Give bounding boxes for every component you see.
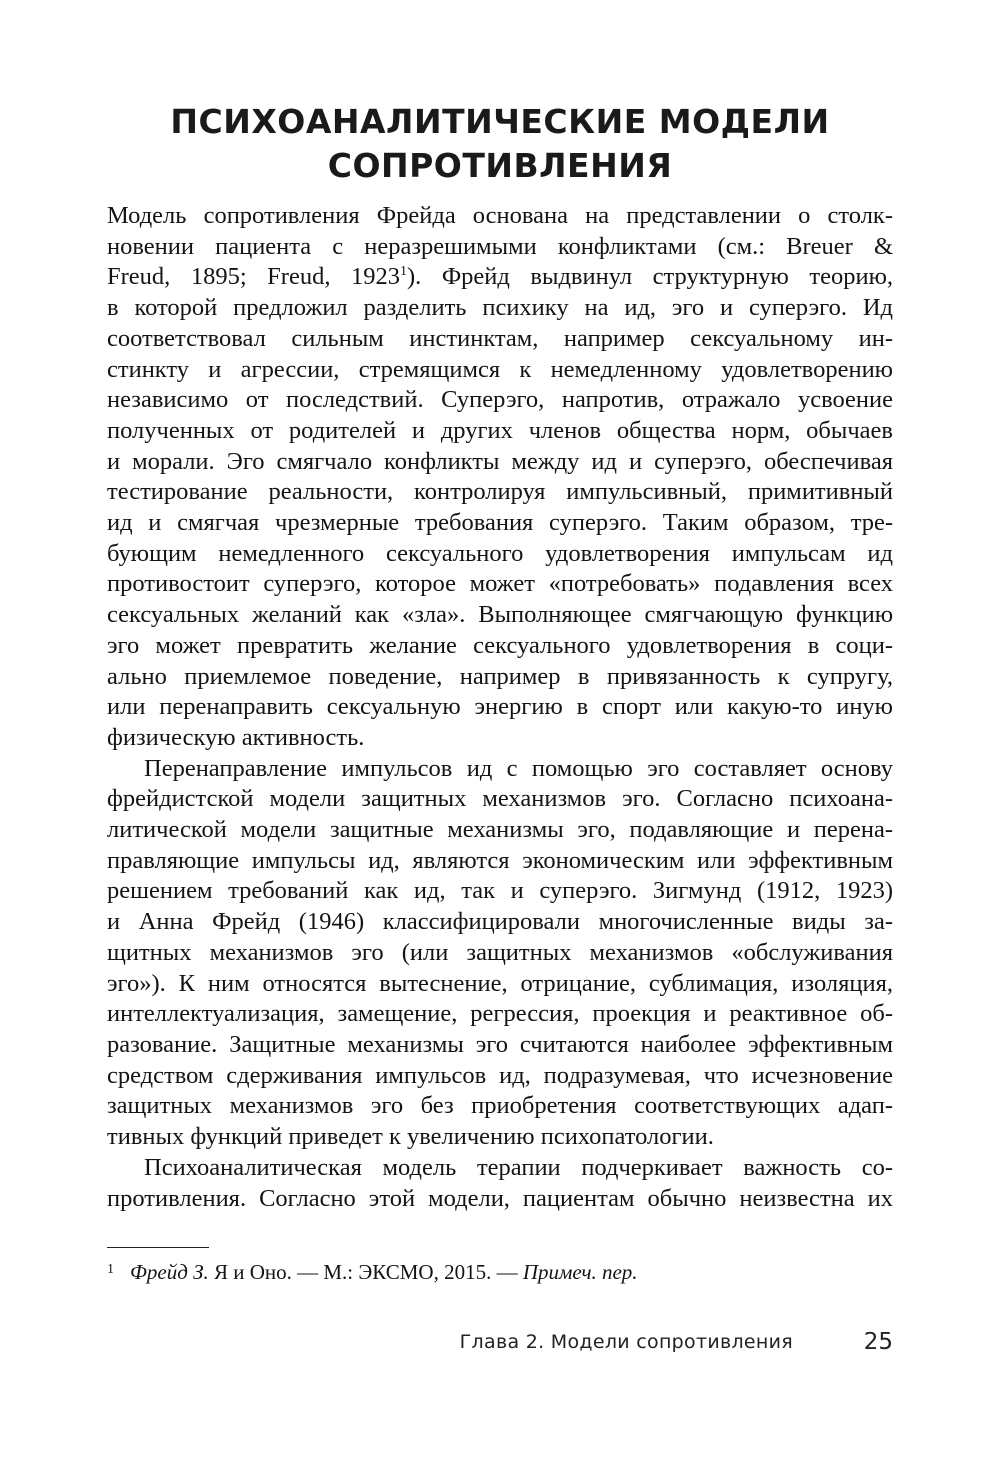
footnote bbox=[107, 1256, 893, 1286]
text-line: правляющие импульсы ид, являются экономическим или эффективным bbox=[107, 846, 893, 874]
text-line: новении пациента с неразрешимыми конфликтами (см.: Breuer & bbox=[107, 232, 893, 260]
running-footer bbox=[107, 1327, 893, 1357]
footnote-reference[interactable]: 1 bbox=[400, 264, 407, 280]
text-line: и Анна Фрейд (1946) классифицировали многочисленные виды за- bbox=[107, 908, 893, 936]
text-line: Модель сопротивления Фрейда основана на представлении о столк- bbox=[107, 202, 893, 229]
footnote-translator-note: Примеч. пер. bbox=[522, 1260, 638, 1284]
text-line: ально приемлемое поведение, например в привязанность к супругу, bbox=[107, 662, 893, 690]
text-line: противостоит суперэго, которое может «потребовать» подавления всех bbox=[107, 570, 893, 598]
text-line: интеллектуализация, замещение, регрессия, проекция и реактивное об- bbox=[107, 1000, 893, 1028]
text-line: соответствовал сильным инстинктам, например сексуальному ин- bbox=[107, 324, 893, 352]
text-line: Психоаналитическая модель терапии подчеркивает важность со- bbox=[144, 1153, 893, 1181]
text-line: бующим немедленного сексуального удовлетворения импульсам ид bbox=[107, 539, 893, 567]
text-line: эго может превратить желание сексуального удовлетворения в соци- bbox=[107, 631, 893, 659]
text-fragment: Freud, 1895; Freud, 1923 bbox=[107, 263, 400, 291]
footnote-mark: 1 bbox=[107, 1262, 114, 1277]
text-line: и морали. Эго смягчало конфликты между ид и суперэго, обеспечивая bbox=[107, 447, 893, 475]
text-fragment: ). Фрейд выдвинул структурную теорию, bbox=[407, 263, 893, 291]
text-line: эго»). К ним относятся вытеснение, отрицание, сублимация, изоляция, bbox=[107, 969, 893, 997]
paragraph-3 bbox=[107, 1153, 893, 1214]
text-line: ид и смягчая чрезмерные требования суперэго. Таким образом, тре- bbox=[107, 509, 893, 537]
text-line: сексуальных желаний как «зла». Выполняющее смягчающую функцию bbox=[107, 601, 893, 629]
text-line: разование. Защитные механизмы эго считаются наиболее эффективным bbox=[107, 1030, 893, 1058]
section-title-line-1: ПСИХОАНАЛИТИЧЕСКИЕ МОДЕЛИ bbox=[170, 102, 830, 141]
text-line: щитных механизмов эго (или защитных механизмов «обслуживания bbox=[107, 938, 893, 966]
text-line bbox=[107, 262, 893, 293]
text-line: тивных функций приведет к увеличению психопатологии. bbox=[107, 1123, 714, 1151]
footnote-text: Я и Оно. — М.: ЭКСМО, 2015. — bbox=[208, 1260, 523, 1284]
body-text bbox=[107, 201, 893, 1214]
footnote-author: Фрейд З. bbox=[130, 1260, 209, 1284]
text-line: решением требований как ид, так и суперэго. Зигмунд (1912, 1923) bbox=[107, 877, 893, 905]
text-line: стинкту и агрессии, стремящимся к немедленному удовлетворению bbox=[107, 355, 893, 383]
paragraph-2 bbox=[107, 754, 893, 1153]
text-line: Перенаправление импульсов ид с помощью эго составляет основу bbox=[144, 754, 893, 782]
footnote-divider bbox=[107, 1247, 209, 1248]
text-line: в которой предложил разделить психику на ид, эго и суперэго. Ид bbox=[107, 294, 893, 322]
page-number: 25 bbox=[863, 1329, 893, 1355]
chapter-title: Глава 2. Модели сопротивления bbox=[459, 1331, 793, 1353]
text-line: независимо от последствий. Суперэго, напротив, отражало усвоение bbox=[107, 386, 893, 414]
text-line: литической модели защитные механизмы эго, подавляющие и перена- bbox=[107, 816, 893, 844]
paragraph-1 bbox=[107, 201, 893, 754]
text-line: тестирование реальности, контролируя импульсивный, примитивный bbox=[107, 478, 893, 506]
text-line: полученных от родителей и других членов общества норм, обычаев bbox=[107, 416, 893, 444]
text-line: средством сдерживания импульсов ид, подразумевая, что исчезновение bbox=[107, 1061, 893, 1089]
text-line: фрейдистской модели защитных механизмов эго. Согласно психоана- bbox=[107, 785, 893, 813]
section-title-line-2: СОПРОТИВЛЕНИЯ bbox=[327, 146, 673, 185]
text-line: физическую активность. bbox=[107, 723, 365, 751]
text-line: противления. Согласно этой модели, пациентам обычно неизвестна их bbox=[107, 1184, 893, 1212]
text-line: или перенаправить сексуальную энергию в спорт или какую-то иную bbox=[107, 693, 893, 721]
section-title bbox=[107, 100, 893, 188]
text-line: защитных механизмов эго без приобретения соответствующих адап- bbox=[107, 1092, 893, 1120]
